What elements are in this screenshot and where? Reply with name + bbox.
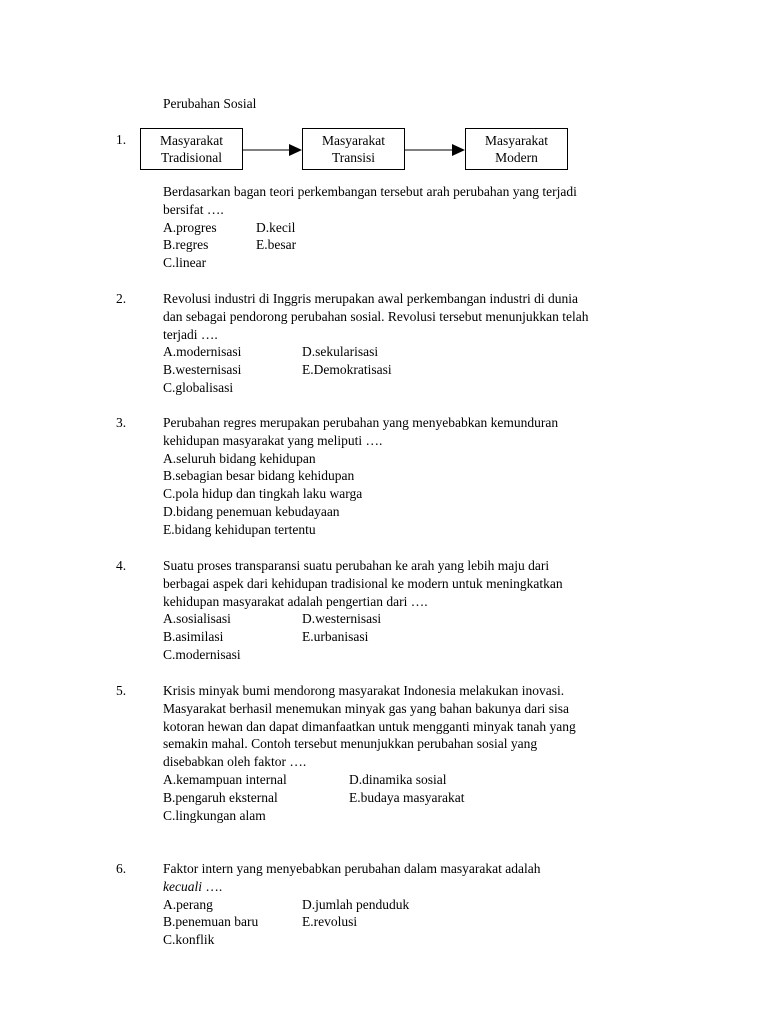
option-e: E.besar [256, 237, 297, 253]
question-stem-line: semakin mahal. Contoh tersebut menunjukkan perubahan sosial yang [163, 736, 538, 752]
question-stem-line: berbagai aspek dari kehidupan tradisional ke modern untuk meningkatkan [163, 575, 563, 591]
option-e: E.revolusi [302, 914, 358, 930]
question-2 [163, 290, 663, 397]
question-stem-line: kehidupan masyarakat yang meliputi …. [163, 432, 383, 448]
option-c: C.pola hidup dan tingkah laku warga [163, 486, 363, 502]
option-d: D.westernisasi [302, 611, 382, 627]
question-stem-line: dan sebagai pendorong perubahan sosial. Revolusi tersebut menunjukkan telah [163, 308, 589, 324]
option-e: E.budaya masyarakat [349, 789, 465, 805]
diagram-box-line: Modern [495, 150, 538, 165]
option-a: A.sosialisasi [163, 611, 231, 627]
question-stem-line: kehidupan masyarakat adalah pengertian dari …. [163, 593, 428, 609]
diagram-box-line: Tradisional [160, 150, 222, 165]
question-stem-line: Krisis minyak bumi mendorong masyarakat Indonesia melakukan inovasi. [163, 683, 565, 698]
question-stem-tail: …. [201, 878, 223, 894]
option-b: B.asimilasi [163, 629, 224, 645]
option-a: A.kemampuan internal [163, 771, 287, 787]
page-title: Perubahan Sosial [163, 96, 257, 111]
question-stem-line: Masyarakat berhasil menemukan minyak gas yang bahan bakunya dari sisa [163, 700, 569, 716]
option-b: B.westernisasi [163, 362, 242, 378]
option-c: C.konflik [163, 932, 215, 948]
question-number-5: 5. [116, 683, 127, 698]
option-a: A.progres [163, 219, 217, 235]
option-d: D.jumlah penduduk [302, 896, 410, 912]
option-d: D.dinamika sosial [349, 771, 447, 787]
option-b: B.pengaruh eksternal [163, 789, 278, 805]
option-d: D.sekularisasi [302, 344, 379, 360]
question-stem-line: terjadi …. [163, 326, 218, 342]
option-b: B.sebagian besar bidang kehidupan [163, 468, 355, 484]
option-d: D.bidang penemuan kebudayaan [163, 503, 340, 519]
diagram-box-line: Masyarakat [485, 133, 548, 148]
question-1 [163, 183, 663, 272]
question-stem-line: Revolusi industri di Inggris merupakan awal perkembangan industri di dunia [163, 291, 579, 306]
question-stem-line: Perubahan regres merupakan perubahan yang menyebabkan kemunduran [163, 415, 559, 430]
question-4 [163, 557, 663, 664]
question-6 [163, 860, 663, 949]
option-a: A.seluruh bidang kehidupan [163, 450, 316, 466]
question-5 [163, 682, 663, 824]
diagram-box-line: Transisi [331, 150, 376, 165]
option-d: D.kecil [256, 219, 296, 235]
diagram-box-line: Masyarakat [322, 133, 385, 148]
option-a: A.modernisasi [163, 344, 242, 360]
question-stem-line: Faktor intern yang menyebabkan perubahan dalam masyarakat adalah [163, 861, 541, 876]
diagram-box-line: Masyarakat [160, 133, 223, 148]
option-e: E.urbanisasi [302, 629, 369, 645]
question-stem-line: Berdasarkan bagan teori perkembangan tersebut arah perubahan yang terjadi [163, 184, 577, 199]
option-b: B.regres [163, 237, 209, 253]
option-e: E.bidang kehidupan tertentu [163, 521, 316, 537]
diagram-arrows [0, 0, 768, 200]
option-c: C.globalisasi [163, 379, 234, 395]
question-number-6: 6. [116, 861, 127, 876]
option-c: C.modernisasi [163, 646, 241, 662]
arrow-head-1 [289, 144, 302, 156]
question-number-1: 1. [116, 132, 127, 147]
option-a: A.perang [163, 896, 213, 912]
option-b: B.penemuan baru [163, 914, 259, 930]
option-c: C.linear [163, 255, 207, 271]
question-stem-line [163, 878, 663, 896]
question-stem-italic: kecuali [163, 878, 202, 894]
question-3 [163, 414, 663, 539]
question-stem-line: disebabkan oleh faktor …. [163, 754, 307, 770]
question-number-2: 2. [116, 291, 127, 306]
question-stem-line: kotoran hewan dan dapat dimanfaatkan untuk mengganti minyak tanah yang [163, 718, 576, 734]
question-stem-line: Suatu proses transparansi suatu perubahan ke arah yang lebih maju dari [163, 558, 550, 573]
option-c: C.lingkungan alam [163, 807, 266, 823]
question-number-4: 4. [116, 558, 127, 573]
question-number-3: 3. [116, 415, 127, 430]
question-stem-line: bersifat …. [163, 201, 224, 217]
option-e: E.Demokratisasi [302, 362, 392, 378]
arrow-head-2 [452, 144, 465, 156]
